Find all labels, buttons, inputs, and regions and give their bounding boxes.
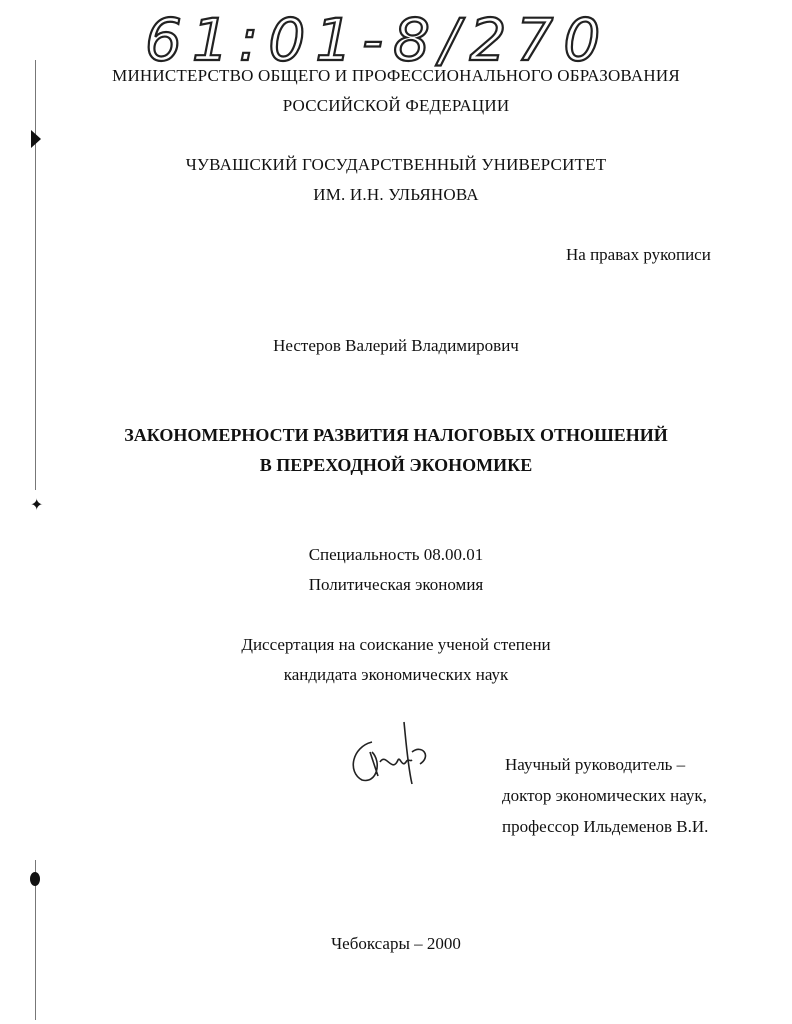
dissertation-title-line-2: В ПЕРЕХОДНОЙ ЭКОНОМИКЕ: [259, 455, 533, 475]
supervisor-line-2: доктор экономических наук,: [502, 786, 707, 805]
scan-mark-dot: [30, 872, 40, 886]
signature: [342, 712, 432, 792]
supervisor-line-3: профессор Ильдеменов В.И.: [502, 817, 709, 836]
specialty-name: Политическая экономия: [308, 575, 484, 594]
signature-drawing: [342, 712, 432, 792]
degree-line-1: Диссертация на соискание ученой степени: [241, 635, 551, 654]
ministry-line-2: РОССИЙСКОЙ ФЕДЕРАЦИИ: [282, 96, 510, 115]
manuscript-note: На правах рукописи: [566, 245, 711, 264]
university-line-1: ЧУВАШСКИЙ ГОСУДАРСТВЕННЫЙ УНИВЕРСИТЕТ: [185, 155, 607, 174]
city-year: Чебоксары – 2000: [331, 934, 461, 953]
ministry-line-1: МИНИСТЕРСТВО ОБЩЕГО И ПРОФЕССИОНАЛЬНОГО ОБРАЗОВАНИЯ: [112, 66, 680, 85]
supervisor-line-1: Научный руководитель –: [505, 755, 686, 774]
degree-line-2: кандидата экономических наук: [283, 665, 509, 684]
handwritten-number-text: 61:01-8/270: [145, 6, 610, 72]
dissertation-title-line-1: ЗАКОНОМЕРНОСТИ РАЗВИТИЯ НАЛОГОВЫХ ОТНОШЕНИЙ: [124, 425, 668, 445]
handwritten-number-drawing: [140, 2, 610, 72]
scan-mark-plus: ✦: [30, 495, 44, 514]
university-line-2: ИМ. И.Н. УЛЬЯНОВА: [313, 185, 479, 204]
scan-mark: [31, 130, 41, 148]
handwritten-archive-number: [140, 2, 610, 72]
specialty-code: Специальность 08.00.01: [308, 545, 484, 564]
author-name: Нестеров Валерий Владимирович: [273, 336, 519, 355]
